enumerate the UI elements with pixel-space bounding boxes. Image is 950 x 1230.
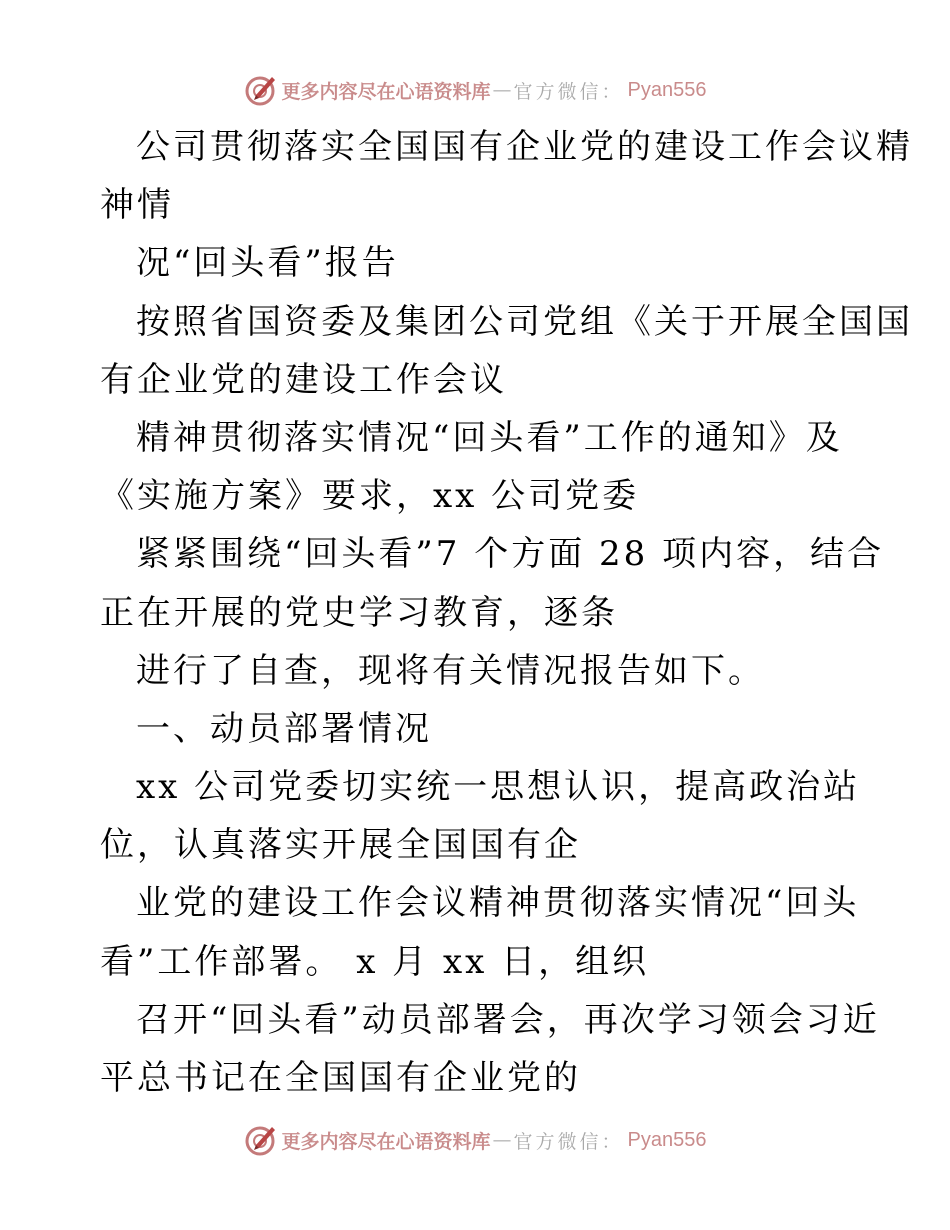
text-line: 召开“回头看”动员部署会，再次学习领会习近 [136, 999, 880, 1040]
text-line: 公司贯彻落实全国国有企业党的建设工作会议精 [136, 127, 913, 167]
watermark-site-name: 更多内容尽在心语资料库 [281, 80, 491, 103]
text-line: 进行了自查，现将有关情况报告如下。 [136, 650, 765, 691]
pen-logo-icon [244, 73, 278, 107]
footer-watermark [0, 1120, 950, 1160]
text-line: 看”工作部署。 x 月 xx 日，组织 [100, 941, 650, 982]
watermark-official-label: 官方微信： [513, 80, 624, 103]
watermark-separator: — [492, 1129, 512, 1151]
section-heading: 一、动员部署情况 [136, 708, 432, 749]
text-line: 精神贯彻落实情况“回头看”工作的通知》及 [136, 417, 843, 458]
watermark-official-label: 官方微信： [513, 1130, 624, 1153]
text-line: 况“回头看”报告 [136, 243, 399, 284]
header-watermark [0, 70, 950, 110]
text-line: 有企业党的建设工作会议 [100, 359, 507, 400]
text-line: 按照省国资委及集团公司党组《关于开展全国国 [136, 301, 913, 342]
text-line: 紧紧围绕“回头看”7 个方面 28 项内容，结合 [136, 534, 885, 575]
text-line: 业党的建设工作会议精神贯彻落实情况“回头 [136, 883, 860, 924]
pen-logo-icon [244, 1123, 278, 1157]
text-line: 《实施方案》要求，xx 公司党委 [100, 476, 640, 517]
text-line: xx 公司党委切实统一思想认识，提高政治站 [136, 767, 861, 808]
watermark-account: Pyan556 [627, 1128, 707, 1151]
text-line: 位，认真落实开展全国国有企 [100, 825, 581, 866]
text-line: 神情 [100, 185, 174, 226]
watermark-site-name: 更多内容尽在心语资料库 [281, 1130, 491, 1153]
watermark-separator: — [492, 79, 512, 101]
document-body [100, 118, 913, 1107]
text-line: 平总书记在全国国有企业党的 [100, 1058, 581, 1098]
text-line: 正在开展的党史学习教育，逐条 [100, 592, 618, 633]
watermark-account: Pyan556 [627, 78, 707, 101]
